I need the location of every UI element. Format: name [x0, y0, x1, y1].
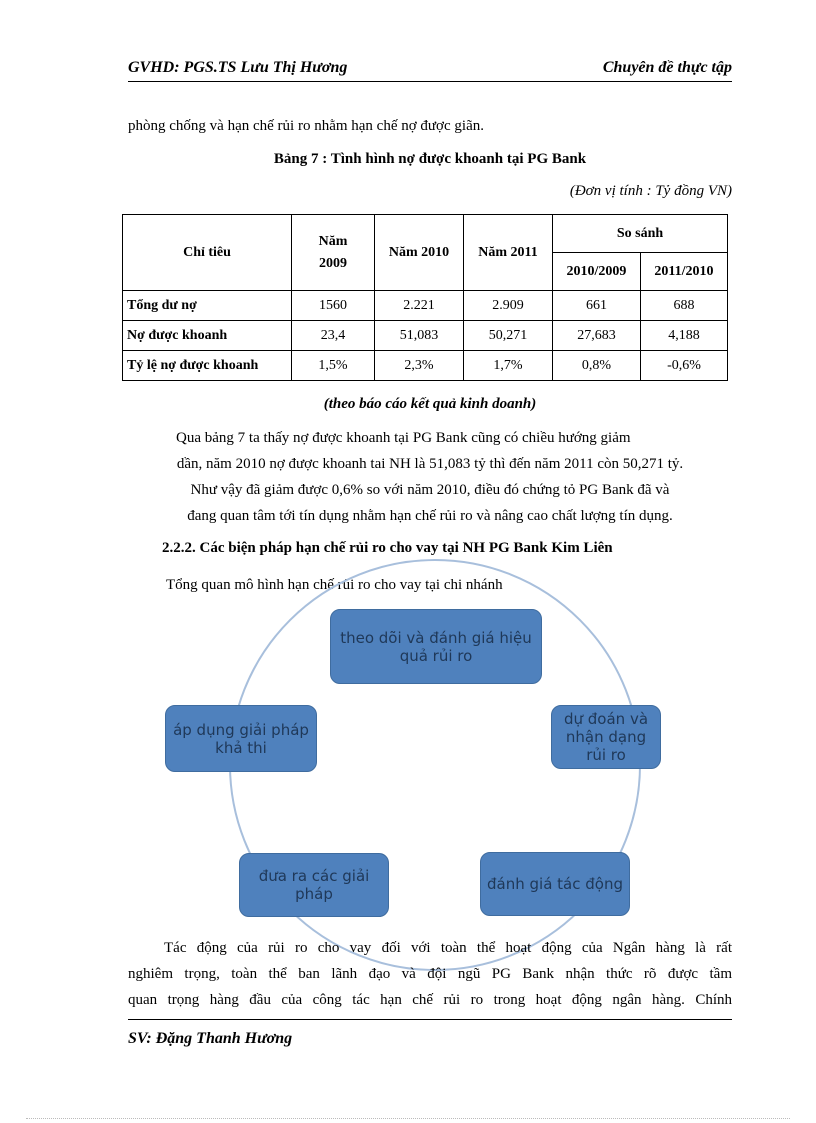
diagram-intro: Tổng quan mô hình hạn chế rủi ro cho vay tại chi nhánh [166, 577, 503, 593]
footer-rule [128, 1019, 732, 1020]
th-2011: Năm 2011 [464, 215, 553, 291]
th-compare-1: 2010/2009 [553, 253, 641, 291]
page-footer: SV: Đặng Thanh Hương [128, 1030, 293, 1047]
paragraph-impact: Tác động của rủi ro cho vay đối với toàn thể hoạt động của Ngân hàng là rất nghiêm trọng, toàn thể ban lãnh đạo và đội ngũ PG Bank nhận thức rõ được tầm quan trọng hàng đầu của công tác hạn chế rủi ro trong hoạt động ngân hàng. Chính [128, 940, 732, 1008]
page-bottom-rule [26, 1118, 790, 1119]
th-indicator: Chỉ tiêu [123, 215, 292, 291]
th-2009: Năm 2009 [292, 215, 375, 291]
table-source: (theo báo cáo kết quả kinh doanh) [323, 396, 537, 412]
node-apply: áp dụng giải pháp khả thi [165, 705, 317, 772]
table-row: Tổng dư nợ 1560 2.221 2.909 661 688 [123, 291, 728, 321]
th-2010: Năm 2010 [375, 215, 464, 291]
table-caption: Bảng 7 : Tình hình nợ được khoanh tại PG Bank [273, 151, 587, 167]
section-title: 2.2.2. Các biện pháp hạn chế rủi ro cho vay tại NH PG Bank Kim Liên [162, 540, 613, 556]
th-compare-2: 2011/2010 [640, 253, 727, 291]
node-assess: đánh giá tác động [480, 852, 630, 916]
th-compare: So sánh [553, 215, 728, 253]
table-row: Tỷ lệ nợ được khoanh 1,5% 2,3% 1,7% 0,8% -0,6% [123, 351, 728, 381]
node-monitor: theo dõi và đánh giá hiệu quả rủi ro [330, 609, 542, 684]
header-supervisor: GVHD: PGS.TS Lưu Thị Hương [128, 59, 348, 76]
header-doc-title: Chuyên đề thực tập [602, 59, 732, 76]
node-predict: dự đoán và nhận dạng rủi ro [551, 705, 661, 769]
table-row: Nợ được khoanh 23,4 51,083 50,271 27,683 4,188 [123, 321, 728, 351]
intro-line: phòng chống và hạn chế rủi ro nhằm hạn chế nợ được giãn. [128, 118, 484, 134]
paragraph-analysis: Qua bảng 7 ta thấy nợ được khoanh tại PG Bank cũng có chiều hướng giảm dần, năm 2010 nợ được khoanh tai NH là 51,083 tỷ thì đến năm 2011 còn 50,271 tỷ. Như vậy đã giảm được 0,6% so với năm 2010, điều đó chứng tỏ PG Bank đã và đang quan tâm tới tín dụng nhằm hạn chế rủi ro và nâng cao chất lượng tín dụng. [176, 430, 684, 524]
node-solutions: đưa ra các giải pháp [239, 853, 389, 917]
table-unit: (Đơn vị tính : Tỷ đồng VN) [569, 183, 732, 199]
